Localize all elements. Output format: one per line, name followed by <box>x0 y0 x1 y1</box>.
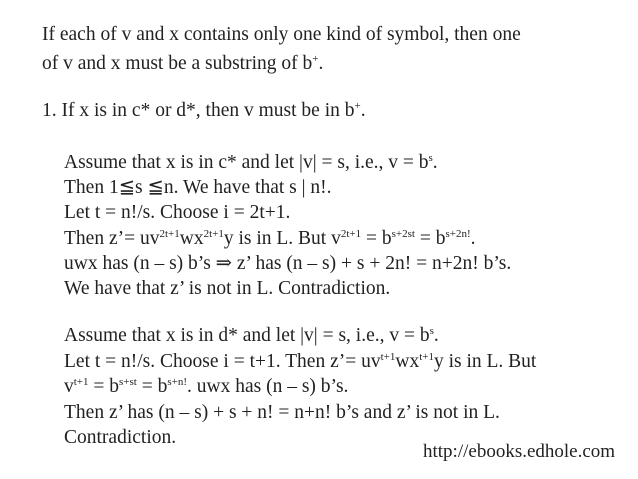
block2-line-3-s3: s+n! <box>167 376 187 388</box>
block2-line-1 <box>64 324 439 348</box>
block2-line-2 <box>64 350 536 374</box>
block2-line-2-s2: t+1 <box>419 351 434 363</box>
block2-line-2-s1: t+1 <box>380 351 396 363</box>
block1-line-1-text: Assume that x is in c* and let |v| = s, i.e., v = b <box>64 152 429 173</box>
block2-line-2-b: wx <box>395 351 420 372</box>
intro-line-2-text: of v and x must be a substring of b <box>42 53 313 74</box>
block2-line-2-a: Let t = n!/s. Choose i = t+1. Then z’= uv <box>64 351 381 372</box>
block1-line-4-s1: 2t+1 <box>159 228 180 240</box>
block2-line-2-c: y is in L. But <box>433 351 537 372</box>
block1-line-4-s4: s+2st <box>391 228 415 240</box>
block2-line-3-s2: s+st <box>119 376 137 388</box>
intro-line-2-sup: + <box>312 53 319 65</box>
block1-line-4 <box>64 227 475 251</box>
block1-line-1-end: . <box>432 152 438 173</box>
intro-line-2-end: . <box>318 53 324 74</box>
block1-line-1 <box>64 151 438 175</box>
intro-line-1: If each of v and x contains only one kind of symbol, then one <box>42 24 521 45</box>
block1-line-4-d: = b <box>361 228 392 249</box>
block1-line-1-sup: s <box>428 152 433 164</box>
block1-line-5: uwx has (n – s) b’s ⇒ z’ has (n – s) + s + 2n! = n+2n! b’s. <box>64 253 512 274</box>
block2-line-4: Then z’ has (n – s) + s + n! = n+n! b’s and z’ is not in L. <box>64 402 500 423</box>
block1-line-3: Let t = n!/s. Choose i = 2t+1. <box>64 202 291 223</box>
block1-line-4-b: wx <box>179 228 204 249</box>
block1-line-4-c: y is in L. But v <box>223 228 341 249</box>
case-1-sup: + <box>354 100 361 112</box>
case-1-text: 1. If x is in c* or d*, then v must be in b <box>42 100 355 121</box>
case-1-end: . <box>360 100 366 121</box>
block1-line-4-a: Then z’= uv <box>64 228 160 249</box>
intro-line-2 <box>42 52 323 76</box>
block1-line-4-s5: s+2n! <box>445 228 471 240</box>
block1-line-4-e: = b <box>414 228 446 249</box>
block1-line-4-s2: 2t+1 <box>203 228 224 240</box>
block2-line-5: Contradiction. <box>64 427 177 448</box>
block2-line-3-b: = b <box>88 376 120 397</box>
block2-line-1-text: Assume that x is in d* and let |v| = s, i.e., v = b <box>64 325 430 346</box>
block2-line-3-d: . uwx has (n – s) b’s. <box>187 376 349 397</box>
block2-line-3 <box>64 375 348 399</box>
block2-line-1-sup: s <box>429 325 434 337</box>
block2-line-3-a: v <box>64 376 74 397</box>
block2-line-1-end: . <box>433 325 439 346</box>
block1-line-4-s3: 2t+1 <box>340 228 362 240</box>
footer-url[interactable]: http://ebooks.edhole.com <box>423 441 616 462</box>
block1-line-4-f: . <box>470 228 476 249</box>
block2-line-3-c: = b <box>136 376 168 397</box>
block1-line-2: Then 1≦s ≦n. We have that s | n!. <box>64 177 332 198</box>
case-1-heading <box>42 99 366 123</box>
block2-line-3-s1: t+1 <box>73 376 89 388</box>
block1-line-6: We have that z’ is not in L. Contradiction. <box>64 278 391 299</box>
